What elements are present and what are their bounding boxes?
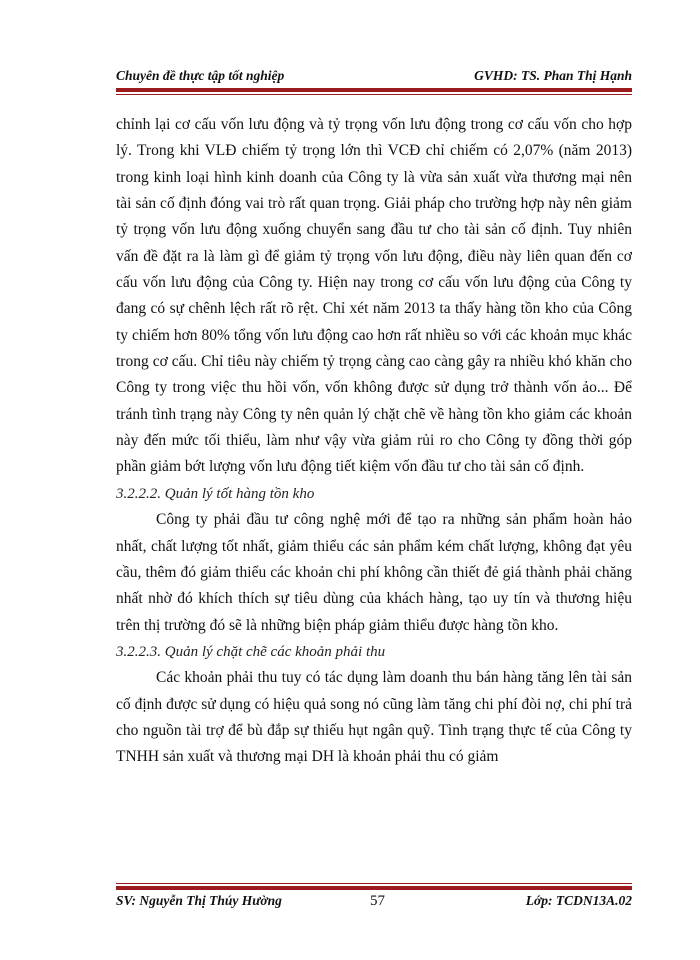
header-rule-thick — [116, 88, 632, 92]
section-heading-receivables: 3.2.2.3. Quản lý chặt chẽ các khoản phải thu — [116, 643, 386, 660]
body-paragraph-3: Các khoản phải thu tuy có tác dụng làm doanh thu bán hàng tăng lên tài sản cố định được sử dụng có hiệu quả song nó cũng làm tăng chi phí đòi nợ, chi phí trả cho nguồn tài trợ để bù đắp sự thiếu hụt ngân quỹ. Tình trạng thực tế của Công ty TNHH sản xuất và thương mại DH là khoản phải thu có giảm — [116, 669, 632, 766]
thesis-title: Chuyên đề thực tập tốt nghiệp — [116, 68, 285, 83]
header-rule-thin — [116, 94, 632, 95]
section-heading-inventory: 3.2.2.2. Quản lý tốt hàng tồn kho — [116, 485, 315, 502]
document-body — [116, 112, 632, 771]
page-number: 57 — [370, 893, 385, 909]
advisor-name: GVHD: TS. Phan Thị Hạnh — [474, 68, 632, 83]
footer-rule-thin — [116, 883, 632, 884]
student-name: SV: Nguyễn Thị Thúy Hường — [116, 893, 282, 908]
body-paragraph-2: Công ty phải đầu tư công nghệ mới để tạo ra những sản phẩm hoàn hảo nhất, chất lượng tốt nhất, giảm thiểu các sản phẩm kém chất lượng, không đạt yêu cầu, thêm đó giảm thiểu các khoản chi phí không cần thiết đẻ giá thành phải chăng nhất nhờ đó khích thích sự tiêu dùng của khách hàng, tạo uy tín và thương hiệu trên thị trường đó sẽ là những biện pháp giảm thiểu được hàng tồn kho. — [116, 511, 632, 634]
body-paragraph-1: chỉnh lại cơ cấu vốn lưu động và tỷ trọng vốn lưu động trong cơ cấu vốn cho hợp lý. Trong khi VLĐ chiếm tỷ trọng lớn thì VCĐ chỉ chiếm có 2,07% (năm 2013) trong kinh loại hình kinh doanh của Công ty là vừa sản xuất vừa thương mại nên tài sản cố định đóng vai trò rất quan trọng. Giải pháp cho trường hợp này nên giảm tỷ trọng vốn lưu động xuống chuyển sang đầu tư cho tài sản cố định. Tuy nhiên vấn đề đặt ra là làm gì để giảm tỷ trọng vốn lưu động, điều này liên quan đến cơ cấu vốn lưu động của Công ty. Hiện nay trong cơ cấu vốn lưu động của Công ty đang có sự chênh lệch rất rõ rệt. Chỉ xét năm 2013 ta thấy hàng tồn kho của Công ty chiếm hơn 80% tổng vốn lưu động cao hơn rất nhiều so với các khoản mục khác trong cơ cấu. Chỉ tiêu này chiếm tỷ trọng càng cao càng gây ra nhiều khó khăn cho Công ty trong việc thu hồi vốn, vốn không được sử dụng trở thành vốn ảo... Để tránh tình trạng này Công ty nên quản lý chặt chẽ về hàng tồn kho giảm các khoản này đến mức tối thiểu, làm như vậy vừa giảm rủi ro cho Công ty đồng thời góp phần giảm bớt lượng vốn lưu động tiết kiệm vốn đầu tư cho tài sản cố định. — [116, 116, 632, 476]
page-footer — [116, 889, 632, 913]
class-code: Lớp: TCDN13A.02 — [525, 893, 632, 908]
page-header — [116, 62, 632, 84]
